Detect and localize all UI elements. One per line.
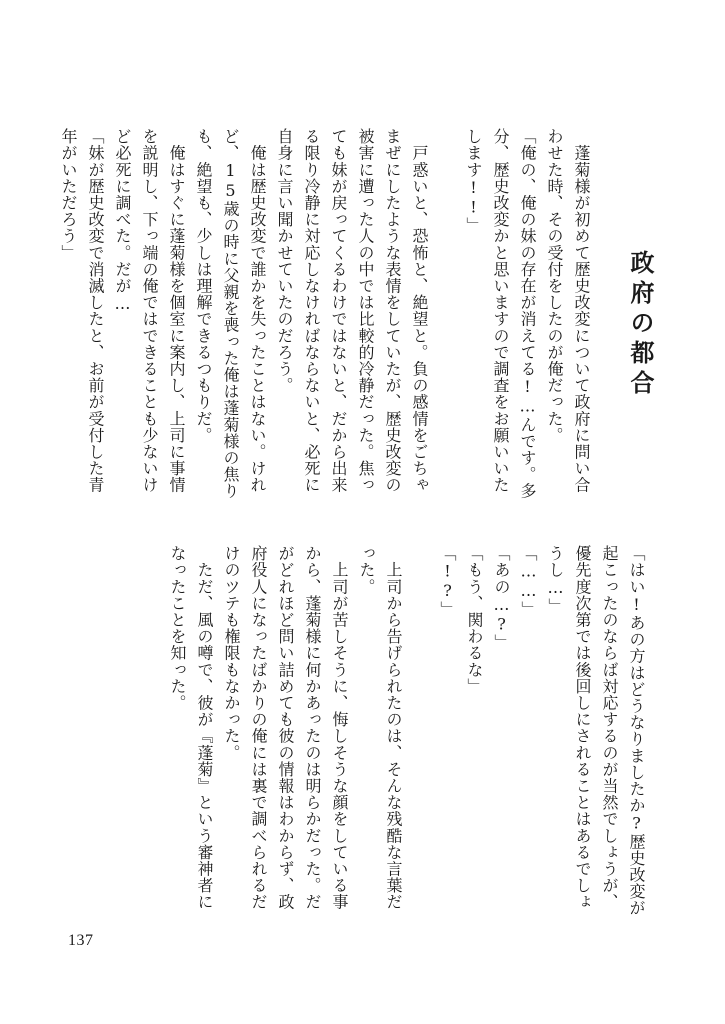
paragraph: 「俺の、俺の妹の存在が消えてる!…んです。多分、歴史改変かと思いますので調査をお願いいたします!!」 xyxy=(464,128,537,500)
paragraph: 蓬菊様が初めて歴史改変について政府に問い合わせた時、その受付をしたのが俺だった。 xyxy=(545,128,591,494)
chapter-title: 政府の都合 xyxy=(626,250,655,400)
paragraph: 上司が苦しそうに、悔しそうな顔をしている事から、蓬菊様に何かあったのは明らかだった。だがどれほど問い詰めても彼の情報はわからず、政府役人になったばかりの俺には裏で調べられるだけのツテも権限もなかった。 xyxy=(222,545,349,911)
bottom-text-block xyxy=(168,545,650,925)
paragraph: 「もう、関わるな」 xyxy=(465,545,484,695)
page-number: 137 xyxy=(68,932,94,949)
paragraph: 「妹が歴史改変で消滅したと、お前が受付した青年がいただろう」 xyxy=(59,128,105,494)
paragraph: 俺は歴史改変で誰かを失ったことはない。けれど、15歳の時に父親を喪った俺は蓬菊様の焦りも、絶望も、少しは理解できるつもりだ。 xyxy=(194,128,267,500)
paragraph: 「……」 xyxy=(519,545,538,618)
paragraph: 「あの…?」 xyxy=(492,545,511,651)
paragraph: 戸惑いと、恐怖と、絶望と。負の感情をごちゃまぜにしたような表情をしていたが、歴史改変の被害に遭った人の中では比較的冷静だった。焦っても妹が戻ってくるわけではないと、だから出来る限り冷静に対応しなければならないと、必死に自身に言い聞かせていたのだろう。 xyxy=(275,128,429,494)
paragraph: 俺はすぐに蓬菊様を個室に案内し、上司に事情を説明し、下っ端の俺ではできることも少ないけど必死に調べた。だが… xyxy=(113,128,186,494)
paragraph: 「はい!あの方はどうなりましたか?歴史改変が起こったのならば対応するのが当然でしょうが、優先度次第では後回しにされることはあるでしょうし…」 xyxy=(546,545,646,917)
paragraph: 上司から告げられたのは、そんな残酷な言葉だった。 xyxy=(357,545,403,911)
top-text-block xyxy=(59,128,595,508)
paragraph: 「!?」 xyxy=(438,545,457,618)
paragraph: ただ、風の噂で、彼が『蓬菊』という審神者になったことを知った。 xyxy=(168,545,214,911)
